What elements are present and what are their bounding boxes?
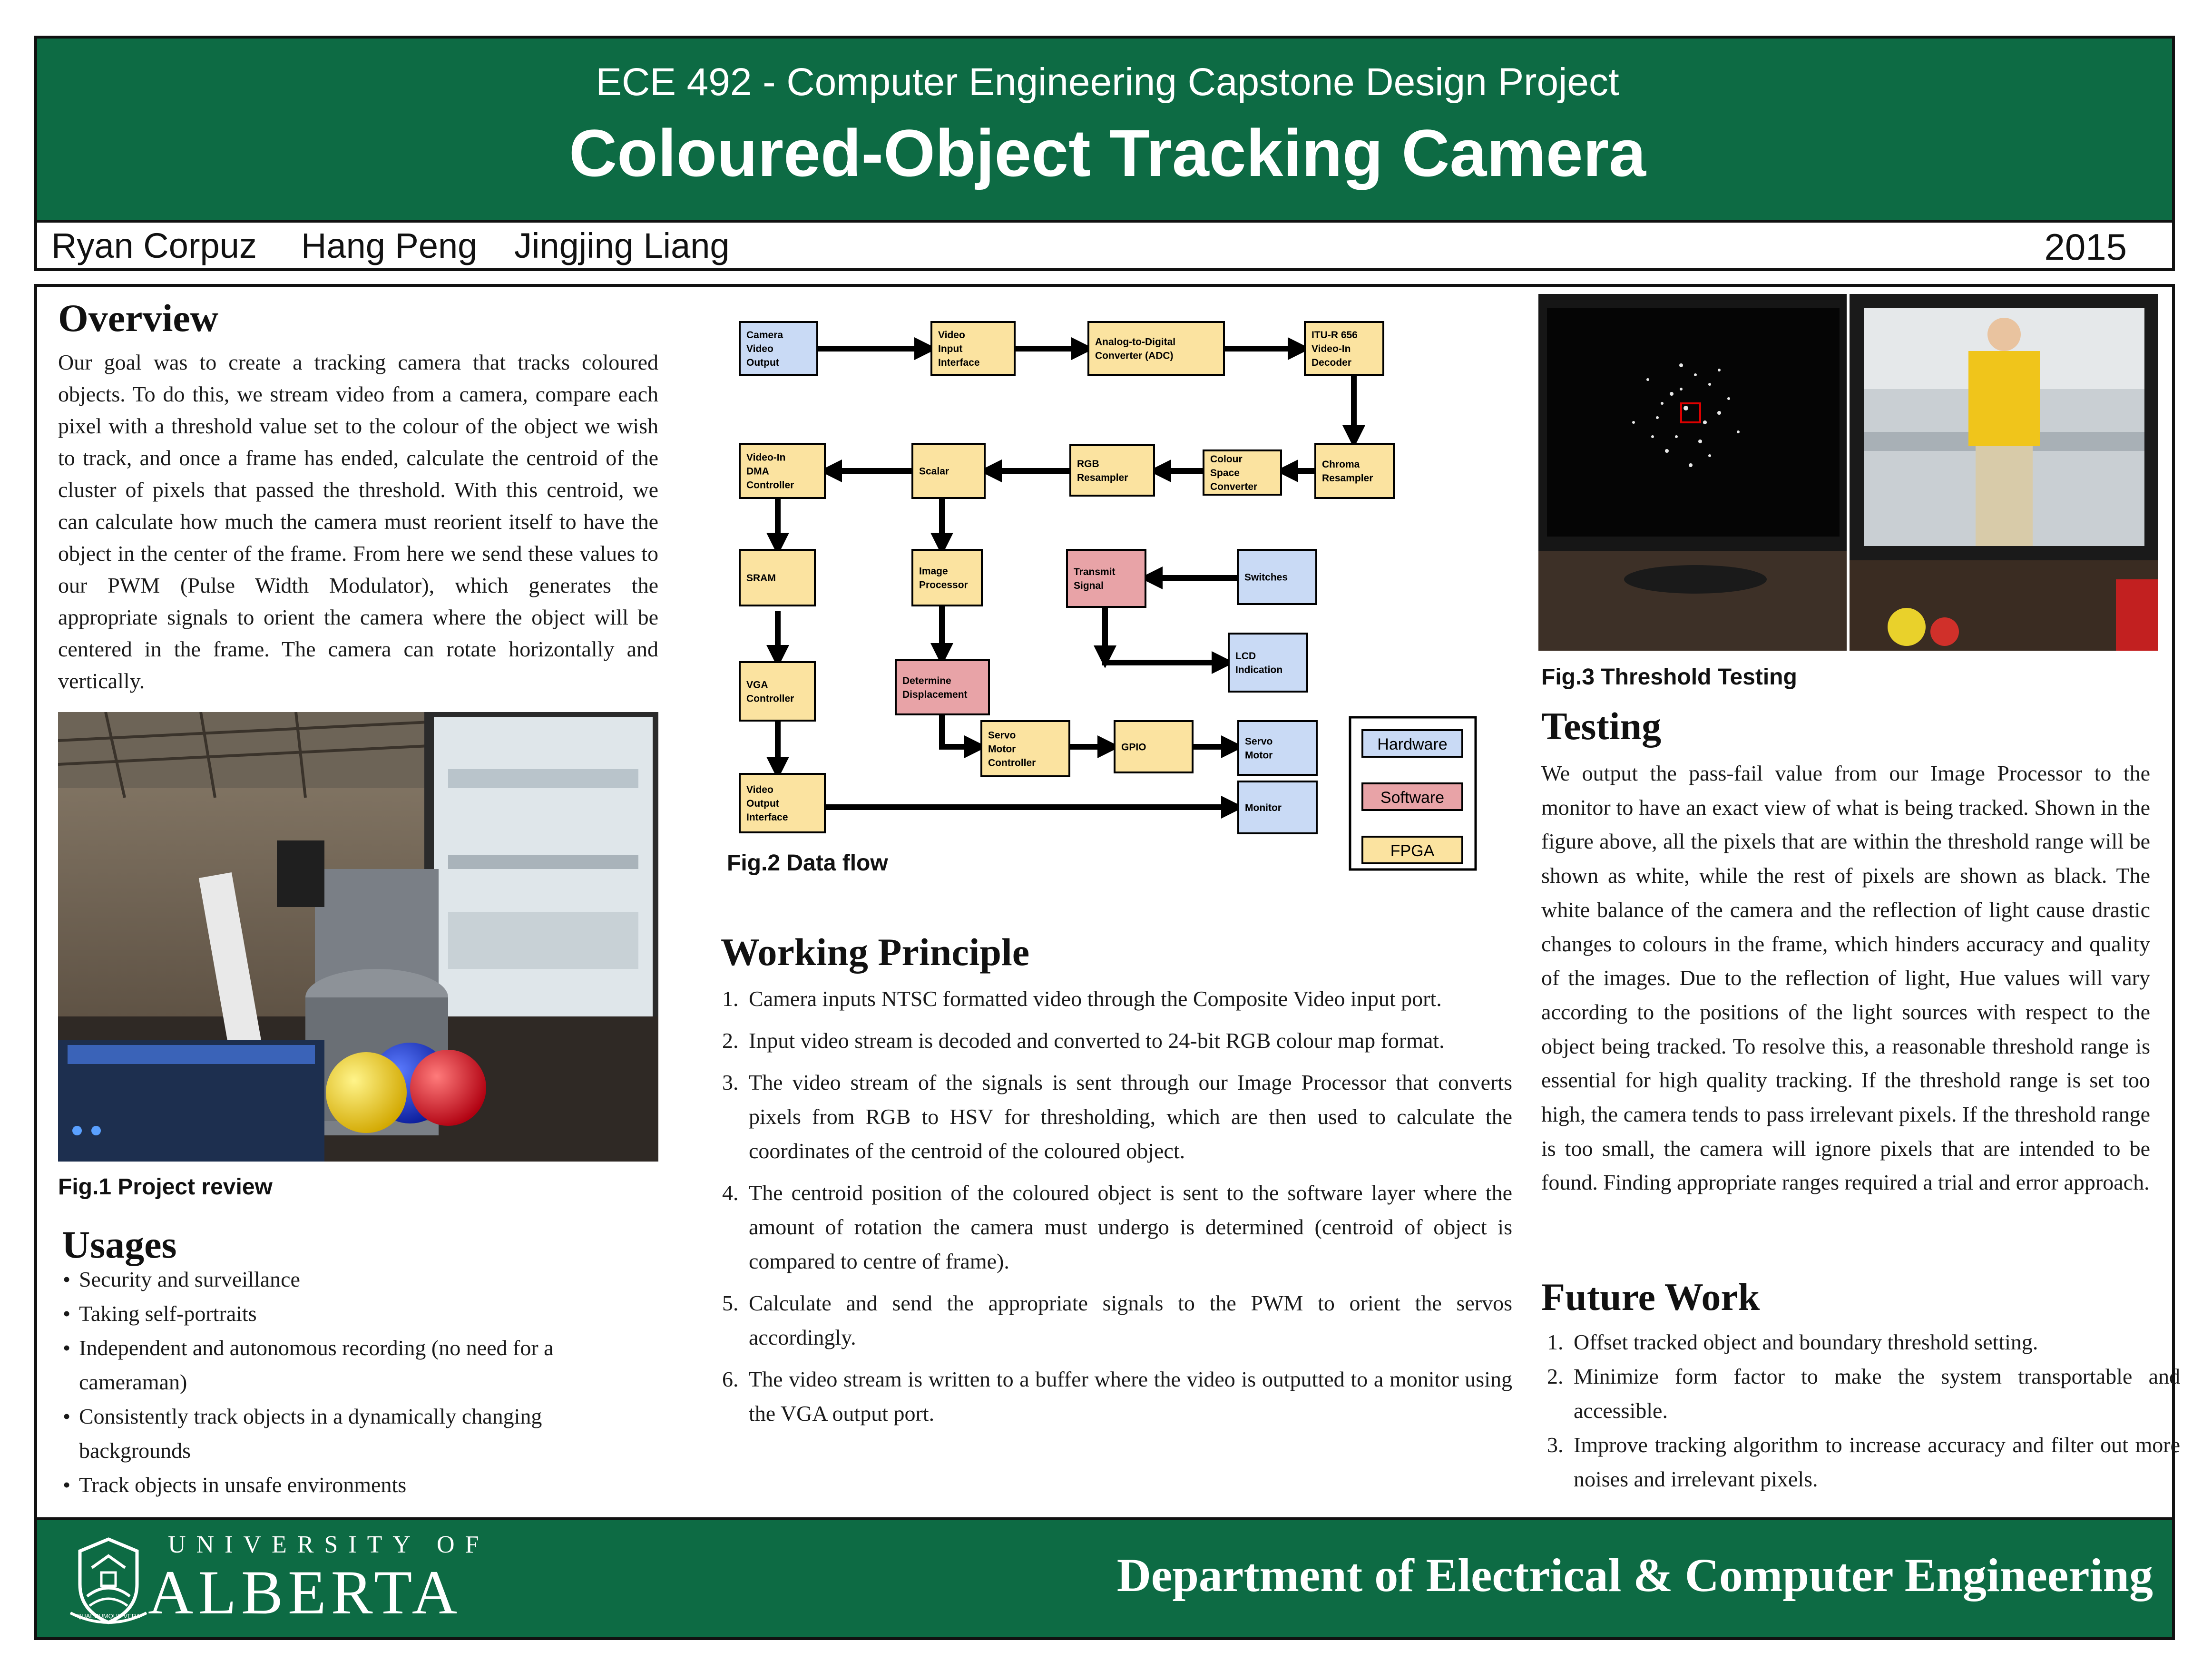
list-item: 3. Improve tracking algorithm to increase accuracy and filter out more noises and irrelevant pixels. <box>1569 1428 2180 1496</box>
author-name: Ryan Corpuz <box>51 226 257 265</box>
year: 2015 <box>2044 226 2127 268</box>
diagram-block-label: Controller <box>746 693 794 704</box>
author-bar <box>34 220 2175 271</box>
diagram-block-label: Indication <box>1235 664 1283 675</box>
diagram-block-label: Converter <box>1210 481 1258 492</box>
list-item: 1. Camera inputs NTSC formatted video through the Composite Video input port. <box>744 982 1512 1016</box>
diagram-block-imp <box>912 550 982 605</box>
diagram-block-label: Decoder <box>1312 357 1352 368</box>
seal-motto: QUAECUMQUE VERA <box>77 1612 140 1620</box>
diagram-block-label: Motor <box>988 743 1016 755</box>
department-name: Department of Electrical & Computer Engineering <box>1116 1549 2153 1602</box>
threshold-photo-right <box>1850 294 2158 651</box>
diagram-block-label: Resampler <box>1077 472 1128 483</box>
threshold-photo-left <box>1538 294 1847 651</box>
diagram-block-det <box>896 660 989 714</box>
diagram-block-label: SRAM <box>746 573 776 584</box>
poster-title: Coloured-Object Tracking Camera <box>569 116 1646 190</box>
list-item: 6. The video stream is written to a buffer where the video is outputted to a monitor using the VGA output port. <box>744 1362 1512 1431</box>
tracked-person-image <box>1850 294 2158 651</box>
overview-heading: Overview <box>58 296 218 340</box>
future-heading: Future Work <box>1541 1275 1760 1318</box>
diagram-block-label: VGA <box>746 679 768 691</box>
list-item: • Track objects in unsafe environments <box>60 1468 631 1502</box>
overview-text: Our goal was to create a tracking camera that tracks coloured objects. To do this, we stream video from a camera, compare each pixel with a threshold value set to the colour of the object we wish to track, and once a frame has ended, calculate the centroid of the cluster of pixels that passed the threshold. With this centroid, we can calculate how much the camera must reorient itself to have the object in the center of the frame. From here we send these values to our PWM (Pulse Width Modulator), which generates the appropriate signals to orient the camera where the object will be centered in the frame. The camera can rotate horizontally and vertically. <box>58 350 658 693</box>
diagram-block-label: ITU-R 656 <box>1312 330 1358 341</box>
diagram-block-label: Camera <box>746 330 783 341</box>
diagram-block-vga <box>740 662 815 721</box>
poster-header <box>34 36 2175 223</box>
legend-label: Software <box>1380 789 1445 807</box>
list-item: 4. The centroid position of the coloured object is sent to the software layer where the amount of rotation the camera must undergo is determined (centroid of object is compared to centre of frame). <box>744 1176 1512 1279</box>
diagram-block-label: Output <box>746 357 779 368</box>
working-heading: Working Principle <box>721 930 1030 974</box>
diagram-block-label: Scalar <box>919 466 949 477</box>
diagram-block-label: Processor <box>919 579 968 591</box>
university-line2: ALBERTA <box>148 1557 462 1627</box>
diagram-block-label: Chroma <box>1322 459 1360 470</box>
diagram-block-label: Interface <box>938 357 980 368</box>
legend-label: Hardware <box>1377 735 1448 753</box>
university-line1: UNIVERSITY OF <box>168 1531 489 1558</box>
diagram-block-label: Output <box>746 798 779 809</box>
future-list <box>1539 1325 2180 1496</box>
diagram-block-tx <box>1067 550 1145 607</box>
list-item: • Taking self-portraits <box>60 1297 631 1331</box>
diagram-block-label: Controller <box>746 479 794 491</box>
diagram-block-label: Input <box>938 343 963 354</box>
diagram-block-label: Interface <box>746 812 788 823</box>
diagram-block-label: Transmit <box>1074 566 1116 577</box>
project-photo <box>58 712 658 1162</box>
diagram-block-label: Colour <box>1210 454 1243 465</box>
project-photo-image <box>58 712 658 1162</box>
diagram-block-label: Signal <box>1074 580 1104 591</box>
diagram-block-label: Video-In <box>746 452 786 463</box>
diagram-block-label: DMA <box>746 466 769 477</box>
working-list <box>714 982 1512 1438</box>
author-name: Hang Peng <box>301 226 478 265</box>
diagram-block-label: Video <box>938 330 965 341</box>
diagram-block-label: Switches <box>1244 572 1288 583</box>
diagram-block-label: Analog-to-Digital <box>1095 336 1176 348</box>
usages-heading: Usages <box>62 1223 177 1266</box>
diagram-block-label: Controller <box>988 757 1036 769</box>
diagram-block-label: Displacement <box>902 689 968 700</box>
diagram-block-label: Servo <box>1245 736 1273 747</box>
threshold-monitor-image <box>1538 294 1847 651</box>
list-item: 2. Input video stream is decoded and converted to 24-bit RGB colour map format. <box>744 1024 1512 1058</box>
diagram-block-lcd <box>1229 634 1307 692</box>
list-item: • Security and surveillance <box>60 1262 631 1297</box>
diagram-block-smo <box>1238 721 1317 775</box>
diagram-block-rgb <box>1070 445 1154 496</box>
list-item: 2. Minimize form factor to make the system transportable and accessible. <box>1569 1359 2180 1428</box>
data-flow-diagram <box>727 309 1488 880</box>
diagram-block-label: Space <box>1210 468 1240 479</box>
poster-footer <box>34 1517 2175 1640</box>
fig2-caption: Fig.2 Data flow <box>727 850 888 876</box>
list-item: 5. Calculate and send the appropriate signals to the PWM to orient the servos accordingly. <box>744 1286 1512 1355</box>
diagram-block-label: Servo <box>988 730 1016 741</box>
list-item: 3. The video stream of the signals is sent through our Image Processor that converts pixels from RGB to HSV for thresholding, which are then used to calculate the coordinates of the centroid of the coloured object. <box>744 1065 1512 1168</box>
diagram-block-label: Video <box>746 784 773 795</box>
diagram-block-label: Video-In <box>1312 343 1351 354</box>
diagram-block-label: Monitor <box>1245 802 1282 813</box>
diagram-block-label: GPIO <box>1121 742 1146 753</box>
diagram-block-label: Resampler <box>1322 473 1373 484</box>
university-seal-icon <box>66 1534 151 1627</box>
fig3-caption: Fig.3 Threshold Testing <box>1541 664 1797 690</box>
diagram-block-label: Image <box>919 566 948 577</box>
diagram-block-label: Determine <box>902 675 951 686</box>
usages-list <box>60 1262 631 1502</box>
list-item: 1. Offset tracked object and boundary threshold setting. <box>1569 1325 2180 1359</box>
diagram-block-label: Converter (ADC) <box>1095 350 1174 361</box>
diagram-block-chr <box>1315 444 1394 498</box>
list-item: • Consistently track objects in a dynamically changing backgrounds <box>60 1399 631 1468</box>
course-title: ECE 492 - Computer Engineering Capstone Design Project <box>596 60 1619 104</box>
diagram-block-adc <box>1088 322 1224 375</box>
diagram-block-label: LCD <box>1235 651 1256 662</box>
fig1-caption: Fig.1 Project review <box>58 1174 273 1200</box>
diagram-block-label: RGB <box>1077 459 1099 469</box>
diagram-block-label: Motor <box>1245 750 1273 761</box>
diagram-block-label: Video <box>746 343 773 354</box>
testing-heading: Testing <box>1541 704 1662 748</box>
testing-text: We output the pass-fail value from our Image Processor to the monitor to have an exact view of what is being tracked. Shown in the figure above, all the pixels that are within the threshold range will be shown as white, while the rest of pixels are shown as black. The white balance of the camera and the reflection of light cause drastic changes to colours in the frame, which hinders accuracy and quality of the images. Due to the reflection of light, Hue values will vary according to the positions of the light sources with respect to the object being tracked. To resolve this, a reasonable threshold range is essential for high quality tracking. If the threshold range is set too high, the camera tends to pass irrelevant pixels. If the threshold range is too small, the camera will ignore pixels that are intended to be found. Finding appropriate ranges required a trial and error approach. <box>1541 761 2150 1195</box>
legend-label: FPGA <box>1390 842 1435 860</box>
author-name: Jingjing Liang <box>514 226 730 265</box>
list-item: • Independent and autonomous recording (no need for a cameraman) <box>60 1331 631 1399</box>
